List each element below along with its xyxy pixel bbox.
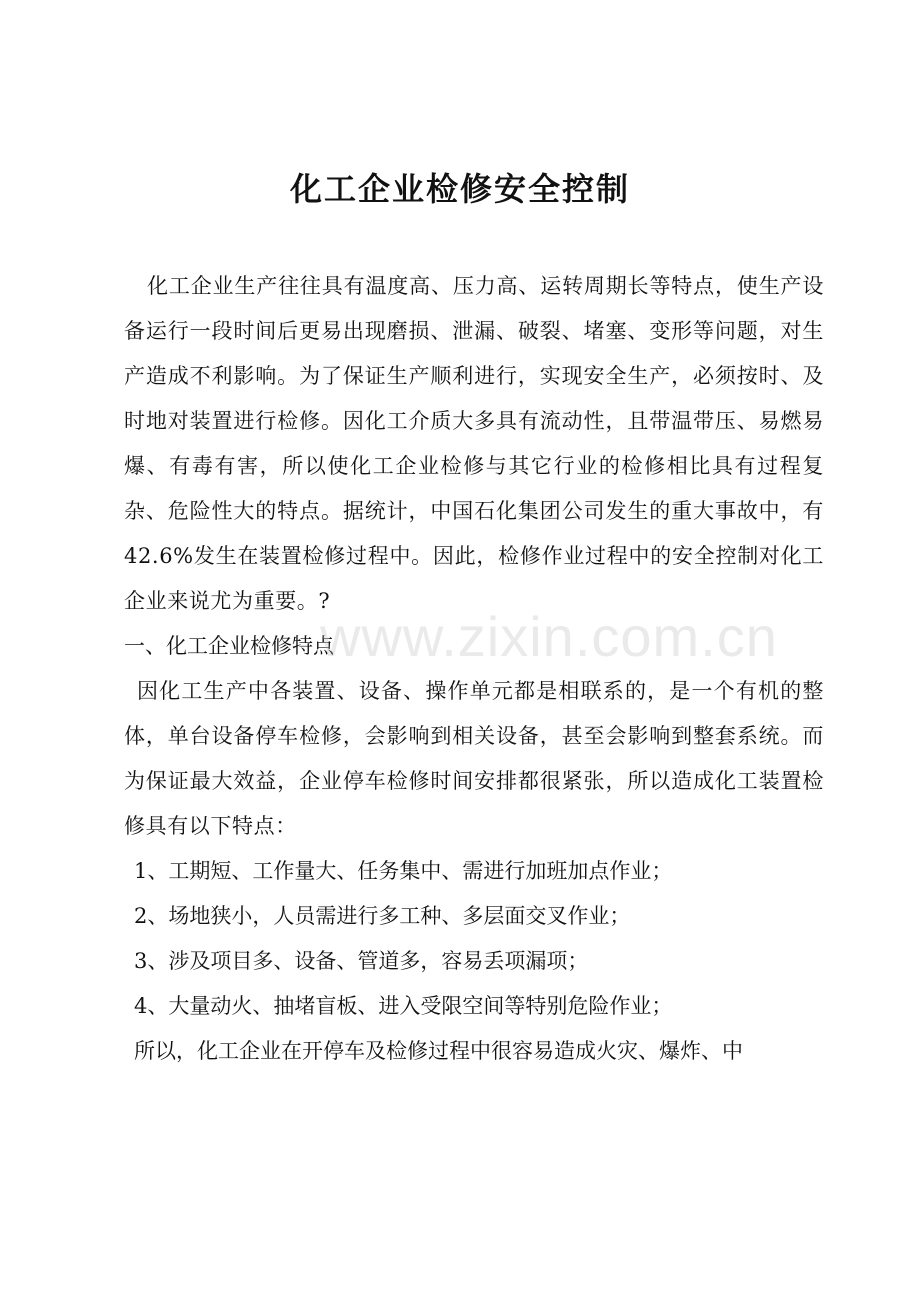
- list-item: 4、大量动火、抽堵盲板、进入受限空间等特别危险作业；: [134, 994, 673, 1018]
- document-title: 化工企业检修安全控制: [289, 170, 630, 208]
- intro-paragraph: 化工企业生产往往具有温度高、压力高、运转周期长等特点，使生产设备运行一段时间后更易出现磨损、泄漏、破裂、堵塞、变形等问题，对生产造成不利影响。为了保证生产顺利进行，实现安全生产，必须按时、及时地对装置进行检修。因化工介质大多具有流动性，且带温带压、易燃易爆、有毒有害，所以使化工企业检修与其它行业的检修相比具有过程复杂、危险性大的特点。据统计，中国石化集团公司发生的重大事故中，有42.6%发生在装置检修过程中。因此，检修作业过程中的安全控制对化工企业来说尤为重要。?: [124, 274, 824, 613]
- list-item: 1、工期短、工作量大、任务集中、需进行加班加点作业；: [134, 859, 673, 883]
- section-heading: 一、化工企业检修特点: [124, 634, 334, 658]
- closing-text: 所以，化工企业在开停车及检修过程中很容易造成火灾、爆炸、中: [134, 1039, 743, 1063]
- watermark: www.zixin.com.cn: [320, 605, 778, 668]
- list-item: 2、场地狭小，人员需进行多工种、多层面交叉作业；: [134, 904, 631, 928]
- section-paragraph: 因化工生产中各装置、设备、操作单元都是相联系的，是一个有机的整体，单台设备停车检修，会影响到相关设备，甚至会影响到整套系统。而为保证最大效益，企业停车检修时间安排都很紧张，所以造成化工装置检修具有以下特点：: [124, 679, 824, 838]
- list-item: 3、涉及项目多、设备、管道多，容易丢项漏项；: [134, 949, 589, 973]
- document-body: [124, 264, 824, 1074]
